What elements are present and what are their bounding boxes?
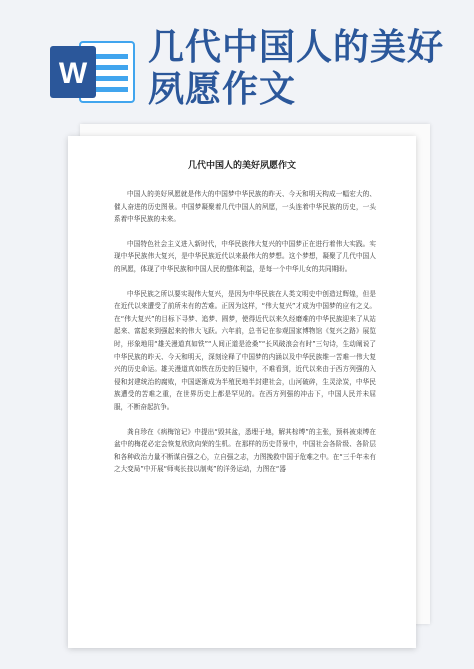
- banner-title-line2: 夙愿作文: [148, 68, 297, 110]
- banner: [0, 0, 474, 118]
- document-title: 几代中国人的美好夙愿作文: [187, 161, 296, 171]
- word-doc-icon: [50, 40, 136, 104]
- document-page: [68, 136, 416, 648]
- word-letter: W: [58, 57, 88, 90]
- banner-title-line1: 几代中国人的美好: [148, 26, 445, 68]
- paragraph-2: 中国特色社会主义进入新时代，中华民族伟大复兴的中国梦正在进行着伟大实践。实现中华民族伟大复兴，是中华民族近代以来最伟大的梦想。这个梦想，凝聚了几代中国人的夙愿，体现了中华民族和中国人民的整体利益，是每一个中华儿女的共同期盼。: [114, 239, 376, 273]
- paragraph-3: 中华民族之所以要实现伟大复兴，是因为中华民族在人类文明史中创造过辉煌，但是在近代以来遭受了前所未有的苦难。正因为这样，“伟大复兴”才成为中国梦的应有之义。在“伟大复兴”的目标下寻梦、追梦、圆梦，使得近代以来久经磨难的中华民族迎来了从站起来、富起来到强起来的伟大飞跃。六年前，总书记在参观国家博物馆《复兴之路》展览时，形象地用“雄关漫道真如铁”“人间正道是沧桑”“长风破浪会有时”三句诗，生动阐说了中华民族的昨天、今天和明天，深刻诠释了中国梦的内涵以及中华民族维一苦难一伟大复兴的历史命运。雄关漫道真如铁在历史的巨镜中，不难看到，近代以来由于西方列强的入侵和封建统治的腐败，中国逐渐成为半殖民地半封建社会，山河破碎，生灵涂炭，中华民族遭受的苦难之重，在世界历史上都是罕见的。在西方列强的冲击下，中国人民并未屈服，不断奋起抗争。: [114, 289, 376, 411]
- paragraph-4: 龚自珍在《病梅馆记》中提出“毁其盆，悉埋于地，解其棕缚”的主张，预料被束缚在盆中的梅花必定会恢复欣欣向荣的生机。在那样的历史背景中，中国社会各阶级、各阶层和各种政治力量不断谋自强之心，立自强之志，力图挽救中国于危难之中。在“三千年未有之大变局”中开展“师夷长技以制夷”的洋务运动，力图在“器: [114, 427, 376, 474]
- paragraph-1: 中国人的美好夙愿就是伟大的中国梦中华民族的昨天、今天和明天构成一幅宏大的、催人奋进的历史图景。中国梦凝聚着几代中国人的夙愿，一头连着中华民族的历史，一头系着中华民族的未来。: [114, 190, 376, 224]
- document-body: [114, 188, 376, 488]
- banner-title: [148, 26, 468, 110]
